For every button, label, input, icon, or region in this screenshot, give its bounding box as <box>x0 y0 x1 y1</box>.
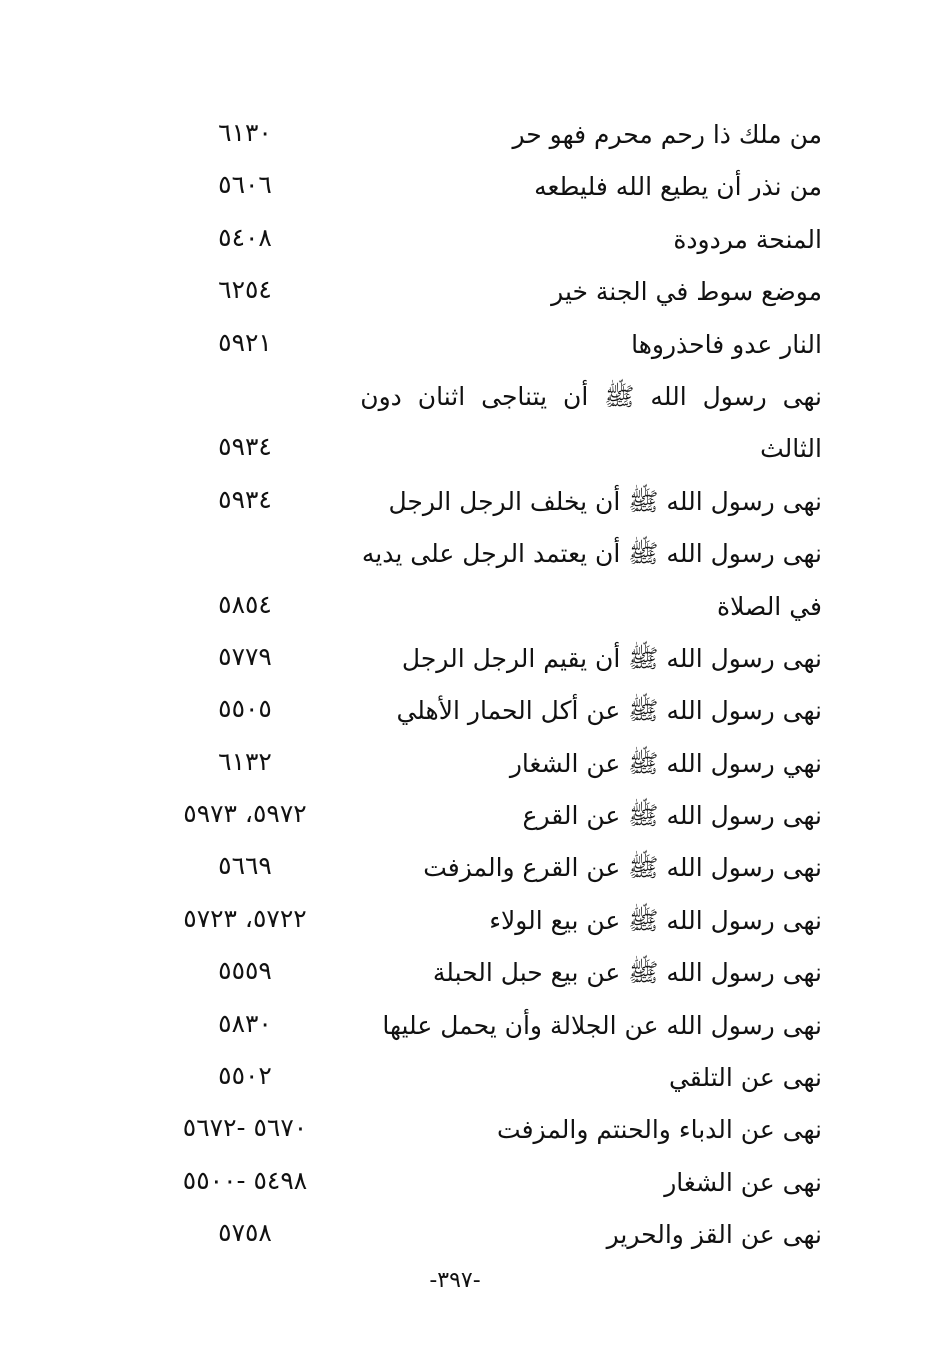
index-entry <box>150 426 822 478</box>
entry-text: نهي رسول الله ﷺ عن الشغار <box>509 748 822 778</box>
index-entry <box>150 531 822 583</box>
entry-ref: ٥٤٠٨ <box>218 222 272 252</box>
entry-ref: ٥٩٧٢، ٥٩٧٣ <box>183 799 307 829</box>
entry-ref: ٦١٣٢ <box>218 746 272 776</box>
entry-text: النار عدو فاحذروها <box>631 329 822 359</box>
entry-ref: ٦١٣٠ <box>218 118 272 147</box>
entry-text: نهى رسول الله ﷺ عن بيع الولاء <box>489 905 822 935</box>
entry-ref: ٥٤٩٨ -٥٥٠٠ <box>182 1165 308 1195</box>
index-entry <box>150 950 822 1002</box>
entry-text: نهى عن الدباء والحنتم والمزفت <box>497 1115 822 1145</box>
index-entry <box>150 1160 822 1212</box>
entry-ref: ٥٦٠٦ <box>218 170 272 200</box>
entry-text: نهى عن القز والحرير <box>606 1220 822 1250</box>
entry-text: المنحة مردودة <box>673 224 822 254</box>
index-entry <box>150 898 822 950</box>
entry-text: نهى عن الشغار <box>664 1167 822 1197</box>
entry-text: من نذر أن يطيع الله فليطعه <box>534 172 822 202</box>
page-number: -٣٩٧- <box>429 1268 481 1293</box>
index-entry <box>150 322 822 374</box>
entry-text: من ملك ذا رحم محرم فهو حر <box>512 120 822 149</box>
entry-text: نهى رسول الله عن الجلالة وأن يحمل عليها <box>382 1010 822 1040</box>
entry-ref: ٥٦٦٩ <box>218 851 272 881</box>
entry-ref: ٥٧٥٨ <box>218 1218 272 1248</box>
index-entry <box>150 741 822 793</box>
entry-ref: ٥٩٢١ <box>218 327 272 357</box>
entry-text: موضع سوط في الجنة خير <box>551 277 822 307</box>
entry-ref: ٥٩٣٤ <box>218 484 272 514</box>
index-entry <box>150 1003 822 1055</box>
index-entry <box>150 479 822 531</box>
index-entry <box>150 845 822 897</box>
entry-text: نهى رسول الله ﷺ عن بيع حبل الحبلة <box>432 958 822 988</box>
index-entry <box>150 1107 822 1159</box>
entry-ref: ٥٥٥٩ <box>218 956 272 986</box>
index-entry <box>150 688 822 740</box>
index-entry <box>150 636 822 688</box>
index-entry <box>150 1055 822 1107</box>
entry-text: نهى رسول الله ﷺ عن أكل الحمار الأهلي <box>396 696 822 726</box>
entry-text: نهى عن التلقي <box>668 1063 822 1093</box>
entry-text: نهى رسول الله ﷺ أن يقيم الرجل الرجل <box>401 643 822 673</box>
entry-ref: ٥٥٠٥ <box>218 694 272 724</box>
entry-text: في الصلاة <box>717 591 822 621</box>
entry-ref: ٥٥٠٢ <box>218 1061 272 1091</box>
entry-ref: ٥٨٣٠ <box>218 1008 272 1038</box>
entry-text: نهى رسول الله ﷺ أن يخلف الرجل الرجل <box>388 486 822 516</box>
entry-text: نهى رسول الله ﷺ أن يتناجى اثنان دون <box>360 381 822 411</box>
index-entry <box>150 793 822 845</box>
index-entry <box>150 1212 822 1264</box>
index-entry <box>150 374 822 426</box>
index-entry <box>150 584 822 636</box>
entry-ref: ٥٧٢٢، ٥٧٢٣ <box>183 903 307 933</box>
index-entry <box>150 164 822 216</box>
index-entries <box>150 112 822 1265</box>
index-entry <box>150 269 822 321</box>
entry-text: الثالث <box>760 434 822 464</box>
entry-ref: ٥٨٥٤ <box>218 589 272 619</box>
entry-ref: ٦٢٥٤ <box>218 275 272 305</box>
index-entry <box>150 112 822 164</box>
entry-text: نهى رسول الله ﷺ عن القرع <box>522 801 822 831</box>
entry-text: نهى رسول الله ﷺ عن القرع والمزفت <box>423 853 822 883</box>
entry-ref: ٥٧٧٩ <box>218 641 272 671</box>
index-entry <box>150 217 822 269</box>
entry-ref: ٥٩٣٤ <box>218 432 272 462</box>
entry-text: نهى رسول الله ﷺ أن يعتمد الرجل على يديه <box>361 539 822 569</box>
entry-ref: ٥٦٧٠ -٥٦٧٢ <box>182 1113 308 1143</box>
